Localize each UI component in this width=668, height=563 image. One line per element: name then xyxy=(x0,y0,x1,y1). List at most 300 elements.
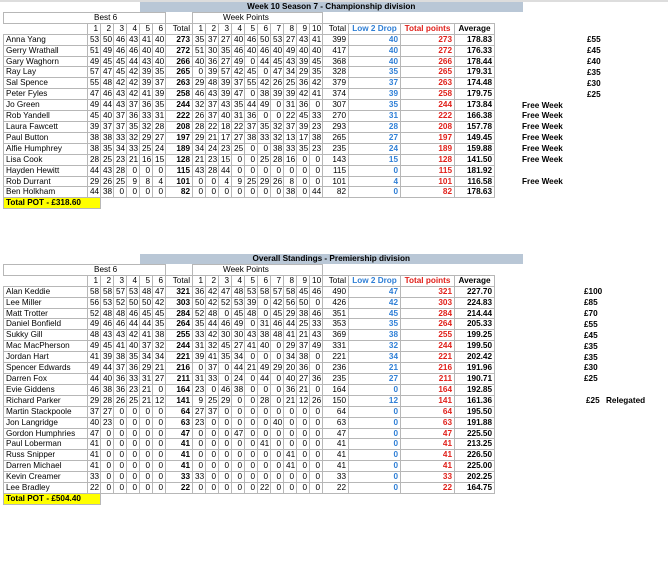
week-score: 0 xyxy=(206,384,219,395)
player-name: Peter Fyles xyxy=(4,89,88,100)
week-score: 36 xyxy=(193,286,206,297)
best-score: 51 xyxy=(88,45,101,56)
week-score: 0 xyxy=(193,450,206,461)
best-six-total: 63 xyxy=(166,417,193,428)
best-score: 0 xyxy=(101,461,114,472)
best-score: 38 xyxy=(114,352,127,363)
best-score: 0 xyxy=(140,406,153,417)
best-score: 0 xyxy=(153,428,166,439)
best-score: 38 xyxy=(101,187,114,198)
week-score: 0 xyxy=(232,406,245,417)
best-score: 0 xyxy=(101,450,114,461)
best-score: 47 xyxy=(88,428,101,439)
week-score: 45 xyxy=(297,286,310,297)
best-score: 34 xyxy=(140,352,153,363)
average: 181.92 xyxy=(455,165,495,176)
week-score: 38 xyxy=(271,143,284,154)
low-two-drop: 32 xyxy=(349,341,401,352)
best-score: 0 xyxy=(153,483,166,494)
week-score: 0 xyxy=(310,450,323,461)
best-score: 41 xyxy=(140,89,153,100)
best-score: 23 xyxy=(101,417,114,428)
standings-row xyxy=(4,483,524,494)
total-points: 197 xyxy=(401,132,455,143)
column-header: 5 xyxy=(245,23,258,34)
week-score: 0 xyxy=(193,439,206,450)
week-score: 28 xyxy=(271,154,284,165)
average: 192.85 xyxy=(455,384,495,395)
week-score: 0 xyxy=(245,483,258,494)
standings-row xyxy=(4,406,524,417)
best-score: 37 xyxy=(140,341,153,352)
week-score: 39 xyxy=(219,89,232,100)
week-score: 40 xyxy=(271,417,284,428)
total-points: 115 xyxy=(401,165,455,176)
week-score: 0 xyxy=(193,363,206,374)
best-score: 48 xyxy=(88,330,101,341)
low-two-drop: 35 xyxy=(349,100,401,111)
week-score: 22 xyxy=(258,483,271,494)
player-name: Paul Loberman xyxy=(4,439,88,450)
average: 174.48 xyxy=(455,78,495,89)
total-points: 258 xyxy=(401,89,455,100)
best-score: 37 xyxy=(114,111,127,122)
best-score: 25 xyxy=(127,395,140,406)
best-six-total: 64 xyxy=(166,406,193,417)
best-score: 36 xyxy=(127,111,140,122)
best-score: 42 xyxy=(114,78,127,89)
best-score: 0 xyxy=(153,461,166,472)
best-score: 0 xyxy=(140,417,153,428)
standings-row xyxy=(4,187,524,198)
week-total: 270 xyxy=(323,111,349,122)
standings-row xyxy=(4,154,524,165)
week-score: 24 xyxy=(232,373,245,384)
week-score: 39 xyxy=(193,352,206,363)
row-note: Free Week xyxy=(522,100,563,110)
week-total: 63 xyxy=(323,417,349,428)
week-score: 23 xyxy=(310,121,323,132)
week-score: 0 xyxy=(245,143,258,154)
week-total: 379 xyxy=(323,78,349,89)
low-two-drop: 0 xyxy=(349,472,401,483)
week-score: 52 xyxy=(219,297,232,308)
best-score: 0 xyxy=(101,428,114,439)
best-score: 42 xyxy=(127,67,140,78)
best-score: 29 xyxy=(140,132,153,143)
best-score: 47 xyxy=(101,67,114,78)
total-pot: Total POT - £504.40 xyxy=(4,493,101,504)
week-score: 0 xyxy=(232,165,245,176)
best-score: 46 xyxy=(114,319,127,330)
best-score: 33 xyxy=(127,373,140,384)
prize-amount: £35 xyxy=(584,352,598,362)
week-score: 18 xyxy=(219,121,232,132)
best-score: 35 xyxy=(127,352,140,363)
best-score: 55 xyxy=(88,78,101,89)
best-score: 40 xyxy=(101,373,114,384)
week-score: 0 xyxy=(271,165,284,176)
best-score: 38 xyxy=(101,384,114,395)
best-score: 35 xyxy=(153,319,166,330)
column-header: 3 xyxy=(219,23,232,34)
week-score: 16 xyxy=(284,154,297,165)
best-score: 41 xyxy=(88,352,101,363)
column-header: 4 xyxy=(127,275,140,286)
week-score: 0 xyxy=(258,187,271,198)
week-score: 44 xyxy=(258,373,271,384)
week-score: 0 xyxy=(297,439,310,450)
week-score: 0 xyxy=(219,439,232,450)
week-score: 44 xyxy=(206,319,219,330)
week-score: 36 xyxy=(297,100,310,111)
week-score: 38 xyxy=(258,330,271,341)
week-score: 0 xyxy=(258,297,271,308)
week-score: 39 xyxy=(245,297,258,308)
week-total: 265 xyxy=(323,132,349,143)
total-points: 303 xyxy=(401,297,455,308)
best-score: 43 xyxy=(114,330,127,341)
week-score: 0 xyxy=(271,341,284,352)
week-score: 0 xyxy=(245,417,258,428)
week-score: 27 xyxy=(219,56,232,67)
week-total: 41 xyxy=(323,439,349,450)
prize-amount: £100 xyxy=(584,287,603,297)
week-total: 236 xyxy=(323,363,349,374)
week-total: 115 xyxy=(323,165,349,176)
week-score: 41 xyxy=(245,341,258,352)
best-score: 40 xyxy=(127,341,140,352)
week-score: 0 xyxy=(206,187,219,198)
column-header: 3 xyxy=(114,23,127,34)
week-score: 48 xyxy=(245,308,258,319)
column-header: 2 xyxy=(101,275,114,286)
week-score: 37 xyxy=(232,78,245,89)
week-score: 49 xyxy=(310,341,323,352)
best-score: 35 xyxy=(153,67,166,78)
player-name: Rob Yandell xyxy=(4,111,88,122)
low-two-drop: 0 xyxy=(349,483,401,494)
week-score: 28 xyxy=(193,121,206,132)
best-score: 38 xyxy=(101,132,114,143)
total-points: 273 xyxy=(401,34,455,45)
week-score: 36 xyxy=(310,373,323,384)
week-score: 27 xyxy=(284,34,297,45)
week-score: 39 xyxy=(271,89,284,100)
best-score: 27 xyxy=(153,132,166,143)
week-score: 31 xyxy=(193,373,206,384)
week-score: 30 xyxy=(232,330,245,341)
player-name: Jordan Hart xyxy=(4,352,88,363)
week-score: 26 xyxy=(271,176,284,187)
total-points: 216 xyxy=(401,363,455,374)
best-six-total: 101 xyxy=(166,176,193,187)
low-two-drop: 35 xyxy=(349,67,401,78)
average: 179.75 xyxy=(455,89,495,100)
total-points: 101 xyxy=(401,176,455,187)
week-score: 45 xyxy=(245,67,258,78)
best-score: 0 xyxy=(101,439,114,450)
best-score: 44 xyxy=(101,100,114,111)
week-score: 38 xyxy=(310,132,323,143)
week-score: 30 xyxy=(206,45,219,56)
column-header: 8 xyxy=(284,275,297,286)
column-header: 6 xyxy=(153,23,166,34)
week-score: 0 xyxy=(245,89,258,100)
best-score: 41 xyxy=(88,439,101,450)
average: 226.50 xyxy=(455,450,495,461)
total-points: 244 xyxy=(401,100,455,111)
week-score: 0 xyxy=(310,176,323,187)
best-score: 21 xyxy=(140,395,153,406)
week-score: 50 xyxy=(297,297,310,308)
best-score: 48 xyxy=(101,78,114,89)
best-score: 37 xyxy=(127,100,140,111)
total-points: 41 xyxy=(401,439,455,450)
week-score: 13 xyxy=(284,132,297,143)
column-header: 10 xyxy=(310,23,323,34)
week-score: 32 xyxy=(206,341,219,352)
week-score: 42 xyxy=(232,67,245,78)
week-score: 0 xyxy=(258,111,271,122)
column-header: 6 xyxy=(258,275,271,286)
best-score: 40 xyxy=(153,34,166,45)
best-score: 58 xyxy=(101,286,114,297)
week-score: 29 xyxy=(284,341,297,352)
best-score: 0 xyxy=(114,417,127,428)
week-score: 23 xyxy=(310,143,323,154)
week-score: 0 xyxy=(310,483,323,494)
average: 149.45 xyxy=(455,132,495,143)
week-score: 27 xyxy=(232,341,245,352)
week-score: 0 xyxy=(219,417,232,428)
week-score: 0 xyxy=(193,428,206,439)
best-score: 39 xyxy=(88,121,101,132)
best-score: 0 xyxy=(127,450,140,461)
average: 227.70 xyxy=(455,286,495,297)
week-score: 0 xyxy=(258,461,271,472)
prize-amount: £85 xyxy=(584,298,598,308)
week-score: 42 xyxy=(206,297,219,308)
week-score: 0 xyxy=(232,450,245,461)
column-header: 7 xyxy=(271,23,284,34)
total-points: 244 xyxy=(401,341,455,352)
week-score: 0 xyxy=(258,67,271,78)
week-total: 82 xyxy=(323,187,349,198)
best-six-total: 197 xyxy=(166,132,193,143)
average: 202.42 xyxy=(455,352,495,363)
week-score: 50 xyxy=(258,34,271,45)
best-score: 57 xyxy=(114,286,127,297)
best-six-total: 255 xyxy=(166,330,193,341)
week-score: 40 xyxy=(219,111,232,122)
best-six-total: 263 xyxy=(166,78,193,89)
week-score: 25 xyxy=(258,154,271,165)
week-score: 44 xyxy=(219,165,232,176)
best-score: 44 xyxy=(140,319,153,330)
low-two-drop: 15 xyxy=(349,154,401,165)
standings-row xyxy=(4,472,524,483)
best-score: 53 xyxy=(101,297,114,308)
prize-amount: £35 xyxy=(587,67,601,77)
week-score: 33 xyxy=(206,373,219,384)
best-six-total: 141 xyxy=(166,395,193,406)
week-score: 40 xyxy=(258,341,271,352)
best-six-label: Best 6 xyxy=(4,12,166,23)
week-score: 40 xyxy=(310,45,323,56)
week-score: 0 xyxy=(310,439,323,450)
week-score: 39 xyxy=(297,56,310,67)
week-score: 0 xyxy=(258,450,271,461)
best-score: 26 xyxy=(114,395,127,406)
player-name: Darren Fox xyxy=(4,373,88,384)
standings-row xyxy=(4,56,524,67)
low-two-drop: 21 xyxy=(349,363,401,374)
low-two-drop: 35 xyxy=(349,319,401,330)
total-pot: Total POT - £318.60 xyxy=(4,198,101,209)
week-score: 42 xyxy=(258,78,271,89)
week-score: 0 xyxy=(310,461,323,472)
total-points: 33 xyxy=(401,472,455,483)
standings-row xyxy=(4,34,524,45)
week-score: 0 xyxy=(258,165,271,176)
column-header: 6 xyxy=(153,275,166,286)
best-six-label: Best 6 xyxy=(4,264,166,275)
standings-row xyxy=(4,78,524,89)
best-score: 0 xyxy=(101,483,114,494)
best-score: 45 xyxy=(88,111,101,122)
best-score: 38 xyxy=(88,132,101,143)
week-score: 0 xyxy=(271,461,284,472)
average: 195.50 xyxy=(455,406,495,417)
week-score: 0 xyxy=(193,67,206,78)
average: 224.83 xyxy=(455,297,495,308)
best-score: 44 xyxy=(88,373,101,384)
best-score: 49 xyxy=(88,319,101,330)
best-score: 48 xyxy=(140,286,153,297)
column-header: Total points xyxy=(401,275,455,286)
week-score: 37 xyxy=(206,406,219,417)
week-score: 32 xyxy=(271,132,284,143)
week-score: 29 xyxy=(258,176,271,187)
best-score: 37 xyxy=(114,363,127,374)
week-score: 33 xyxy=(258,132,271,143)
row-note: Free Week xyxy=(522,122,563,132)
best-six-total: 164 xyxy=(166,384,193,395)
week-score: 24 xyxy=(206,143,219,154)
week-score: 44 xyxy=(258,56,271,67)
week-score: 0 xyxy=(206,439,219,450)
prize-amount: £70 xyxy=(584,308,598,318)
average: 178.44 xyxy=(455,56,495,67)
standings-row xyxy=(4,132,524,143)
best-six-total: 303 xyxy=(166,297,193,308)
week-score: 45 xyxy=(219,341,232,352)
best-score: 22 xyxy=(88,483,101,494)
week-score: 0 xyxy=(297,472,310,483)
best-score: 37 xyxy=(101,121,114,132)
best-score: 39 xyxy=(140,67,153,78)
player-name: Hayden Hewitt xyxy=(4,165,88,176)
best-score: 38 xyxy=(153,330,166,341)
week-score: 26 xyxy=(193,111,206,122)
week-score: 0 xyxy=(271,187,284,198)
week-score: 0 xyxy=(310,352,323,363)
total-points: 284 xyxy=(401,308,455,319)
week-score: 33 xyxy=(193,472,206,483)
week-total: 293 xyxy=(323,121,349,132)
best-score: 41 xyxy=(88,461,101,472)
week-score: 23 xyxy=(206,154,219,165)
column-header: Total xyxy=(323,23,349,34)
best-score: 23 xyxy=(127,384,140,395)
week-score: 40 xyxy=(271,45,284,56)
standings-row xyxy=(4,363,524,374)
week-score: 0 xyxy=(245,406,258,417)
week-score: 0 xyxy=(206,417,219,428)
week-score: 0 xyxy=(219,483,232,494)
best-score: 0 xyxy=(127,428,140,439)
column-header: 2 xyxy=(206,275,219,286)
average: 191.96 xyxy=(455,363,495,374)
week-score: 0 xyxy=(206,176,219,187)
player-name: Ray Lay xyxy=(4,67,88,78)
week-score: 43 xyxy=(193,165,206,176)
week-score: 0 xyxy=(271,384,284,395)
week-score: 37 xyxy=(297,341,310,352)
best-score: 52 xyxy=(88,308,101,319)
week-score: 53 xyxy=(271,34,284,45)
week-score: 39 xyxy=(219,78,232,89)
total-points: 64 xyxy=(401,406,455,417)
section-title: Week 10 Season 7 - Championship division xyxy=(140,2,523,12)
low-two-drop: 27 xyxy=(349,132,401,143)
week-score: 40 xyxy=(232,34,245,45)
column-header: 9 xyxy=(297,23,310,34)
week-score: 45 xyxy=(232,308,245,319)
week-score: 33 xyxy=(310,111,323,122)
week-score: 42 xyxy=(206,286,219,297)
week-score: 36 xyxy=(297,363,310,374)
week-score: 35 xyxy=(310,67,323,78)
week-score: 0 xyxy=(271,439,284,450)
best-score: 0 xyxy=(140,461,153,472)
week-total: 426 xyxy=(323,297,349,308)
best-score: 49 xyxy=(88,341,101,352)
week-total: 47 xyxy=(323,428,349,439)
best-score: 49 xyxy=(88,56,101,67)
best-score: 28 xyxy=(101,395,114,406)
standings-row xyxy=(4,111,524,122)
best-score: 45 xyxy=(114,67,127,78)
week-score: 56 xyxy=(284,297,297,308)
week-score: 41 xyxy=(284,450,297,461)
low-two-drop: 12 xyxy=(349,395,401,406)
week-score: 42 xyxy=(271,297,284,308)
week-score: 21 xyxy=(245,363,258,374)
best-score: 49 xyxy=(88,363,101,374)
week-score: 38 xyxy=(297,352,310,363)
average: 179.31 xyxy=(455,67,495,78)
week-total: 22 xyxy=(323,483,349,494)
standings-row xyxy=(4,450,524,461)
player-name: Gary Waghorn xyxy=(4,56,88,67)
week-score: 37 xyxy=(245,121,258,132)
week-score: 0 xyxy=(297,483,310,494)
week-score: 0 xyxy=(310,384,323,395)
week-score: 42 xyxy=(310,78,323,89)
best-six-total: 33 xyxy=(166,472,193,483)
